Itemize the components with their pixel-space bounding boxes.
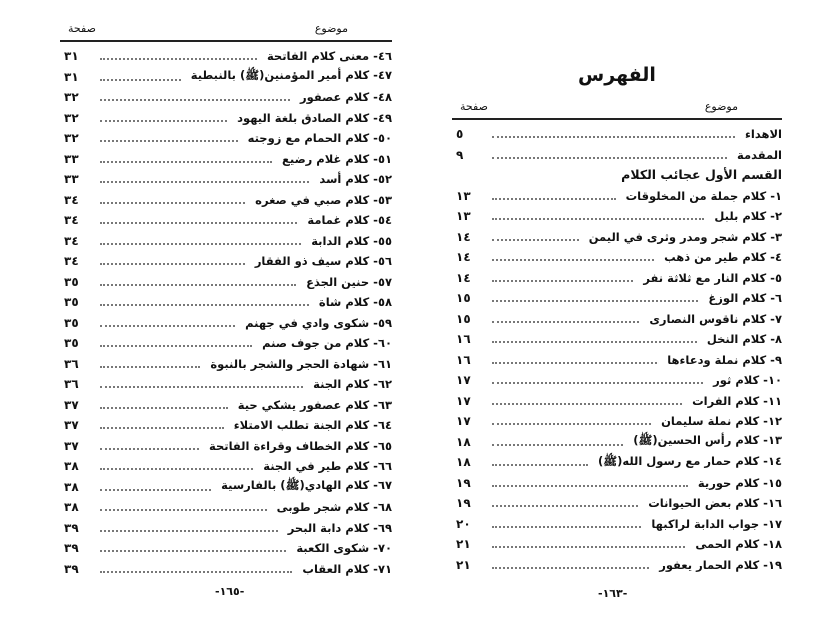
entry-title: ٢- كلام بلبل — [714, 209, 782, 224]
index-entry — [60, 559, 392, 580]
left-page — [60, 22, 392, 579]
entry-title: ١٤- كلام حمار مع رسول الله(ﷺ) — [597, 453, 782, 468]
dot-leader — [100, 114, 227, 122]
index-entry — [452, 473, 782, 494]
dot-leader — [492, 315, 639, 323]
dot-leader — [100, 524, 278, 532]
page-title: الفهرس — [578, 64, 656, 86]
section-heading: القسم الأول عجائب الكلام — [621, 167, 782, 182]
entry-title: ٥٩- شكوى وادي في جهنم — [245, 315, 392, 330]
dot-leader — [100, 298, 309, 306]
entry-page-number: ٢١ — [456, 557, 471, 572]
dot-leader — [100, 442, 199, 450]
index-entry — [60, 169, 392, 190]
dot-leader — [492, 335, 697, 343]
index-entry — [60, 395, 392, 416]
entry-title: ٥١- كلام غلام رضيع — [282, 151, 392, 166]
index-entry — [452, 350, 782, 371]
index-entry — [60, 354, 392, 375]
entry-page-number: ٣٨ — [64, 459, 79, 474]
index-entry — [60, 497, 392, 518]
dot-leader — [100, 175, 309, 183]
entry-title: ١٣- كلام رأس الحسين(ﷺ) — [633, 433, 782, 448]
entry-page-number: ١٥ — [456, 291, 471, 306]
entry-title: ٥٧- حنين الجذع — [306, 274, 392, 289]
entry-title: ١١- كلام الفرات — [692, 393, 782, 408]
entry-title: ٤٧- كلام أمير المؤمنين(ﷺ) بالنبطية — [190, 68, 392, 83]
entry-page-number: ٣٥ — [64, 315, 79, 330]
dot-leader — [492, 561, 649, 569]
dot-leader — [492, 438, 623, 446]
entry-page-number: ٣٤ — [64, 233, 79, 248]
dot-leader — [100, 257, 245, 265]
dot-leader — [492, 479, 688, 487]
entry-title: ١٩- كلام الحمار يعفور — [659, 557, 782, 572]
dot-leader — [492, 253, 654, 261]
index-entry — [452, 411, 782, 432]
entry-page-number: ٣٧ — [64, 438, 79, 453]
entry-title: ٥٤- كلام غمامة — [307, 213, 392, 228]
index-entry — [60, 231, 392, 252]
entry-page-number: ٣٤ — [64, 254, 79, 269]
entry-title: ٦٨- كلام شجر طوبى — [276, 500, 392, 515]
index-entry — [60, 456, 392, 477]
front-matter-list — [452, 124, 782, 165]
entry-page-number: ٣٩ — [64, 561, 79, 576]
entry-page-number: ٢١ — [456, 537, 471, 552]
index-entry — [452, 452, 782, 473]
entry-page-number: ٣١ — [64, 69, 79, 84]
entry-title: ١- كلام جملة من المخلوقات — [625, 188, 782, 203]
entry-page-number: ٣٧ — [64, 397, 79, 412]
entry-page-number: ٣٥ — [64, 336, 79, 351]
entry-title: المقدمة — [737, 147, 782, 162]
index-list — [60, 46, 392, 579]
index-entry — [60, 477, 392, 498]
entry-title: ٥٨- كلام شاة — [318, 295, 392, 310]
topic-column-header: موضوع — [704, 100, 738, 113]
right-page — [452, 60, 782, 575]
entry-page-number: ١٨ — [456, 434, 471, 449]
index-entry — [60, 518, 392, 539]
entry-page-number: ٣٤ — [64, 192, 79, 207]
entry-page-number: ١٨ — [456, 455, 471, 470]
entry-title: ٦٩- كلام دابة البحر — [287, 520, 392, 535]
entry-title: ١٥- كلام حورية — [697, 475, 782, 490]
entry-page-number: ١٧ — [456, 393, 471, 408]
entry-page-number: ١٣ — [456, 209, 471, 224]
dot-leader — [492, 397, 682, 405]
dot-leader — [492, 130, 735, 138]
index-entry — [60, 333, 392, 354]
entry-page-number: ٣٤ — [64, 213, 79, 228]
dot-leader — [492, 212, 704, 220]
index-entry — [60, 108, 392, 129]
dot-leader — [100, 237, 301, 245]
entry-page-number: ٣٥ — [64, 274, 79, 289]
index-entry — [60, 374, 392, 395]
page-column-header: صفحة — [460, 100, 488, 113]
entry-title: ٥٠- كلام الحمام مع زوجته — [247, 131, 392, 146]
index-entry — [452, 288, 782, 309]
index-entry — [452, 493, 782, 514]
index-entry — [60, 436, 392, 457]
entry-page-number: ٣٨ — [64, 479, 79, 494]
entry-page-number: ١٤ — [456, 270, 471, 285]
index-entry — [452, 186, 782, 207]
entry-title: ١٦- كلام بعض الحيوانات — [648, 496, 782, 511]
entry-page-number: ٣٦ — [64, 356, 79, 371]
index-header — [452, 100, 782, 120]
entry-page-number: ١٧ — [456, 373, 471, 388]
index-entry — [452, 227, 782, 248]
entry-page-number: ٣٩ — [64, 541, 79, 556]
index-entry — [60, 190, 392, 211]
entry-page-number: ٥ — [456, 127, 464, 142]
entry-page-number: ٣٦ — [64, 377, 79, 392]
entry-page-number: ١٩ — [456, 475, 471, 490]
entry-page-number: ٣٣ — [64, 172, 79, 187]
entry-title: الاهداء — [745, 127, 782, 142]
entry-page-number: ٣٥ — [64, 295, 79, 310]
entry-page-number: ٣٨ — [64, 500, 79, 515]
dot-leader — [100, 73, 181, 81]
index-header — [60, 22, 392, 42]
entry-title: ٩- كلام نملة ودعاءها — [667, 352, 782, 367]
dot-leader — [100, 462, 253, 470]
entry-page-number: ١٦ — [456, 352, 471, 367]
entry-page-number: ١٧ — [456, 414, 471, 429]
dot-leader — [100, 134, 238, 142]
index-entry — [60, 272, 392, 293]
dot-leader — [492, 458, 588, 466]
index-entry — [60, 415, 392, 436]
index-entry — [452, 514, 782, 535]
entry-title: ٦٦- كلام طير في الجنة — [263, 459, 392, 474]
entry-title: ٥٣- كلام صبي في صغره — [255, 192, 392, 207]
entry-page-number: ١٩ — [456, 496, 471, 511]
entry-title: ٤٩- كلام الصادق بلغة اليهود — [237, 110, 392, 125]
dot-leader — [492, 233, 579, 241]
entry-title: ٥٥- كلام الدابة — [311, 233, 392, 248]
entry-page-number: ٣٢ — [64, 110, 79, 125]
index-entry — [452, 206, 782, 227]
index-entry — [452, 534, 782, 555]
dot-leader — [100, 544, 286, 552]
index-entry — [60, 210, 392, 231]
entry-title: ٦٠- كلام من جوف صنم — [262, 336, 392, 351]
dot-leader — [100, 319, 235, 327]
entry-page-number: ٣٧ — [64, 418, 79, 433]
index-entry — [60, 313, 392, 334]
index-entry — [452, 247, 782, 268]
page-column-header: صفحة — [68, 22, 96, 35]
entry-title: ٦١- شهادة الحجر والشجر بالنبوة — [210, 356, 392, 371]
entry-title: ١٢- كلام نملة سليمان — [661, 414, 782, 429]
index-entry — [60, 251, 392, 272]
dot-leader — [100, 278, 296, 286]
index-entry — [452, 555, 782, 576]
dot-leader — [100, 503, 267, 511]
index-entry — [60, 87, 392, 108]
index-entry — [60, 538, 392, 559]
dot-leader — [100, 52, 257, 60]
entry-title: ٧٠- شكوى الكعبة — [296, 541, 392, 556]
dot-leader — [100, 380, 303, 388]
dot-leader — [100, 565, 292, 573]
entry-title: ٥٢- كلام أسد — [319, 172, 392, 187]
entry-title: ٤٦- معنى كلام الفاتحة — [266, 49, 392, 64]
entry-title: ٦٢- كلام الجنة — [313, 377, 392, 392]
dot-leader — [100, 196, 245, 204]
topic-column-header: موضوع — [314, 22, 348, 35]
dot-leader — [492, 520, 641, 528]
entry-title: ١٨- كلام الحمى — [695, 537, 782, 552]
entry-title: ٥٦- كلام سيف ذو الفقار — [254, 254, 392, 269]
entry-title: ٦٣- كلام عصفور يشكي حية — [237, 397, 392, 412]
dot-leader — [492, 376, 703, 384]
dot-leader — [492, 356, 657, 364]
index-entry — [60, 128, 392, 149]
entry-page-number: ١٥ — [456, 311, 471, 326]
dot-leader — [492, 540, 685, 548]
dot-leader — [492, 151, 727, 159]
index-entry — [452, 124, 782, 145]
entry-title: ٦٤- كلام الجنة تطلب الامتلاء — [233, 418, 392, 433]
entry-page-number: ١٤ — [456, 250, 471, 265]
entry-title: ٧- كلام ناقوس النصارى — [649, 311, 782, 326]
dot-leader — [492, 294, 698, 302]
entry-page-number: ٣٣ — [64, 151, 79, 166]
entry-page-number: ١٤ — [456, 229, 471, 244]
dot-leader — [492, 499, 638, 507]
entry-title: ٦- كلام الوزغ — [708, 291, 782, 306]
index-entry — [60, 149, 392, 170]
dot-leader — [100, 483, 211, 491]
entry-page-number: ٣١ — [64, 49, 79, 64]
entry-title: ٧١- كلام العقاب — [302, 561, 392, 576]
index-entry — [60, 292, 392, 313]
entry-title: ٦٧- كلام الهادي(ﷺ) بالفارسية — [221, 478, 392, 493]
dot-leader — [492, 274, 633, 282]
dot-leader — [492, 192, 616, 200]
index-entry — [452, 329, 782, 350]
dot-leader — [100, 216, 297, 224]
entry-page-number: ٩ — [456, 147, 464, 162]
dot-leader — [100, 401, 228, 409]
entry-page-number: ٣٢ — [64, 131, 79, 146]
entry-page-number: ٣٢ — [64, 90, 79, 105]
index-entry — [452, 370, 782, 391]
entry-title: ١٠- كلام ثور — [713, 373, 782, 388]
index-entry — [60, 67, 392, 88]
dot-leader — [100, 421, 224, 429]
dot-leader — [100, 360, 200, 368]
index-entry — [60, 46, 392, 67]
entry-title: ٥- كلام النار مع ثلاثة نفر — [643, 270, 782, 285]
index-list — [452, 186, 782, 576]
index-entry — [452, 391, 782, 412]
entry-title: ١٧- جواب الدابة لراكبها — [651, 516, 782, 531]
dot-leader — [100, 155, 272, 163]
dot-leader — [100, 339, 252, 347]
entry-title: ٦٥- كلام الخطاف وقراءة الفاتحة — [209, 438, 392, 453]
dot-leader — [492, 417, 651, 425]
entry-page-number: ١٦ — [456, 332, 471, 347]
index-entry — [452, 432, 782, 453]
entry-title: ٨- كلام النخل — [706, 332, 782, 347]
entry-page-number: ١٣ — [456, 188, 471, 203]
entry-title: ٤- كلام طير من ذهب — [664, 250, 782, 265]
entry-page-number: ٢٠ — [456, 516, 471, 531]
entry-title: ٣- كلام شجر ومدر وثرى في اليمن — [588, 229, 782, 244]
index-entry — [452, 309, 782, 330]
page-number-163: -١٦٣- — [598, 587, 628, 600]
index-entry — [452, 268, 782, 289]
entry-page-number: ٣٩ — [64, 520, 79, 535]
entry-title: ٤٨- كلام عصفور — [300, 90, 392, 105]
index-entry — [452, 145, 782, 166]
dot-leader — [100, 93, 290, 101]
page-number-165: -١٦٥- — [215, 585, 245, 598]
